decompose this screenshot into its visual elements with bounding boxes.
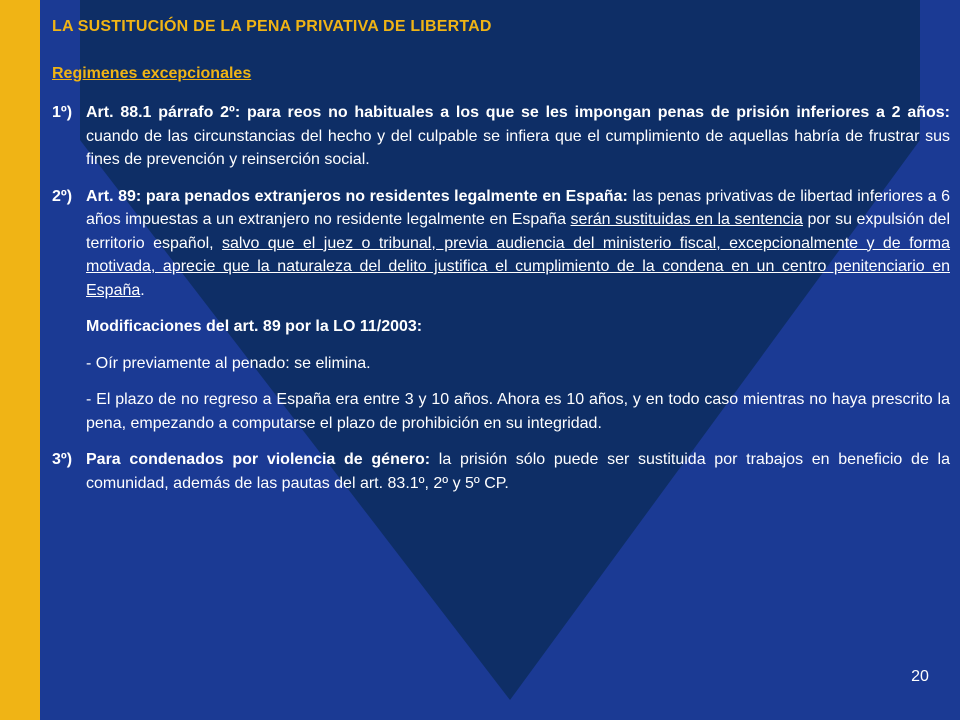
- item-1-number: 1º): [52, 104, 73, 121]
- item-3-text: la prisión sólo puede ser sustituida por trabajos en beneficio de la comunidad, además de las pautas del art. 83.1º, 2º y 5º CP.: [86, 451, 950, 492]
- item-3-number: 3º): [52, 451, 73, 468]
- modifications-bullet-2: - El plazo de no regreso a España era entre 3 y 10 años. Ahora es 10 años, y en todo caso mientras no haya prescrito la pena, empezando a computarse el plazo de prohibición en su integridad.: [86, 391, 950, 432]
- slide-content: [52, 14, 950, 495]
- slide-title: LA SUSTITUCIÓN DE LA PENA PRIVATIVA DE LIBERTAD: [52, 18, 492, 35]
- item-1-bold: Art. 88.1 párrafo 2º: para reos no habituales a los que se les impongan penas de prisión inferiores a 2 años:: [86, 104, 950, 121]
- item-3-bold: Para condenados por violencia de género:: [86, 451, 431, 468]
- item-1-text: cuando de las circunstancias del hecho y del culpable se infiera que el cumplimiento de aquellas habría de frustrar sus fines de prevención y reinserción social.: [86, 127, 950, 168]
- item-2-text-1: las penas privativas de libertad inferiores a 6 años impuestas a un extranjero no residente legalmente en España: [86, 187, 951, 228]
- item-2-underline-1: serán sustituidas en la sentencia: [570, 211, 803, 228]
- item-3: [52, 448, 950, 495]
- item-2-text-3: .: [140, 281, 145, 299]
- modifications-bullet-1: - Oír previamente al penado: se elimina.: [86, 354, 371, 372]
- left-accent-bar: [0, 0, 40, 720]
- page-number: 20: [911, 668, 929, 685]
- modifications-heading: Modificaciones del art. 89 por la LO 11/2003:: [86, 318, 423, 335]
- slide-subtitle: Regimenes excepcionales: [52, 65, 252, 82]
- item-2-bold: Art. 89: para penados extranjeros no residentes legalmente en España:: [86, 187, 628, 205]
- item-1: [52, 101, 950, 172]
- item-2-number: 2º): [52, 187, 73, 205]
- item-2: [52, 185, 950, 303]
- item-2-text-2: por su expulsión del territorio español,: [86, 211, 950, 252]
- item-2-underline-2: salvo que el juez o tribunal, previa audiencia del ministerio fiscal, excepcionalmente y de forma motivada, aprecie que la naturaleza del delito justifica el cumplimiento de la condena en un centro penitenciario en España: [86, 234, 951, 299]
